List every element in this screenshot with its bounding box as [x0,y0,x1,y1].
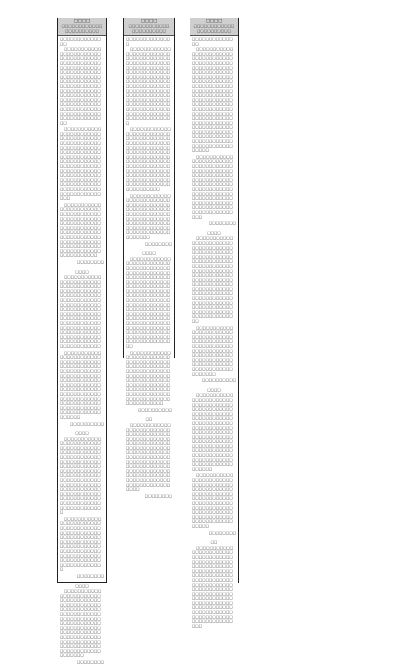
paragraph: □□□□□□□□□□□□□□□□□□□□□□□□□□□□□□□□□□□□□□□□□□□□□□□□□□□□□□□□□□□□□□□□□□□□□□□□□□□□□□□□□□□□□□□□□□□□□□□□□□□□□□□□□□□□□□□□□□□□□□□□□□□ [126,193,171,239]
section-title: □□□□ [75,583,89,588]
section-title: □□□□ [75,431,89,436]
section-title: □□□□ [207,230,221,235]
column-first-line: □□□□□□□□□□□□□□ [192,37,233,46]
signature: □□□□□□□□□□ [70,421,104,426]
notice-column-1 [57,18,107,665]
section-title: □□ [210,540,218,545]
column-header [124,18,174,36]
column-subtitle: □□□□□□□□□□ [197,28,231,33]
signature: □□□□□□□□ [144,493,172,498]
column-first-line: □□□□□□□□□□□□□□ [126,37,171,46]
paragraph: □□□□□□□□□□□□□□□□□□□□□□□□□□□□□□□□□□□□□□□□□□□□□□□□□□□□□□□□□□□□□□□□□□□□□□□□□□□□□□□□□□□□□□□□□□□□□□□□□□□□□□□□□□□□□□□□□□□□□□□□□□□□□□ [192,325,234,376]
paragraph: □□□□□□□□□□□□□□□□□□□□□□□□□□□□□□□□□□□□□□□□□□□□□□□□□□□□□□□□□□□□□□□□□□□□□□□□□□□□□□□□□□□□□□□□□□□□□□□□□□□□□□□□□□□□□□□□□□□□□□□□□□□□□□□□□□□□□□□□□□□□□□□□□□□□□□□□□□□□□□□□□□□□□□□□□□□□□□□□□□□□□□□□□□□□□□□□□□□□□□□□□□□□□□□□□□□□□□□□□□□□□□□□□□□□□□□□□□□□□□□□□□□□□□□□□□□□□□□□□□□□□□□□□□□□ [192,47,234,153]
paragraph: □□□□□□□□□□□□□□□□□□□□□□□□□□□□□□□□□□□□□□□□□□□□□□□□□□□□□□□□□□□□□□□□□□□□□□□□□□□□□□□□□□□□□□□□□□□□□□□□□□□□□□□□□□□□□□□□□□□□□□□□□□□□□□□□□□□□□□□□□□□□□□□□□□□□□□□□□□□□□□□□□□□□□□□□□□□□□□□□□□□□□□□□□□□□□□□□□□□□□□□□□□□□□□□□□□□□□□□□□□□□□□□□□□□□□□□□□□□□□□□□□□□□□□□□ [126,256,171,349]
signature: □□□□□□□□□□ [202,378,236,383]
paragraph: □□□□□□□□□□□□□□□□□□□□□□□□□□□□□□□□□□□□□□□□□□□□□□□□□□□□□□□□□□□□□□□□□□□□□□□□□□□□□□□□□□□□□□□□□□□□□□□□□□□□□□□□□□□□□□□□□□□□□□□□□□□□□□□□□□□□□□□□□□□□□□□□□□□□□□□□□□□□□□□□□□□□□□□□□□□□□□□□□□□□□□□□□□□□□□□□□□□□□□□□□□□□□□□□□□□□□□□□□ [192,236,234,324]
paragraph: □□□□□□□□□□□□□□□□□□□□□□□□□□□□□□□□□□□□□□□□□□□□□□□□□□□□□□□□□□□□□□□□□□□□□□□□□□□□□□□□□□□□□□□□□□□□□□□□□□□□□□□□□□□□□□□□□□□□□□□□□□□□□□□□□□□□□□□□□□□□□□□□□□□□□□□□□□□□□□ [192,154,234,219]
signature: □□□□□□□□□□ [138,407,172,412]
signature: □□□□□□□□ [208,530,236,535]
column-header [190,18,238,36]
notice-section [124,249,174,415]
paragraph: □□□□□□□□□□□□□□□□□□□□□□□□□□□□□□□□□□□□□□□□□□□□□□□□□□□□□□□□□□□□□□□□□□□□□□□□□□□□□□□□□□□□□□□□□□□□□□□□□□□□□□□□□□□□□□□□□□□□□□□□□□□□□□□□□□□□□□□□□□□□□□□□□□□□□□□□□□□□□□□□□□□□□□□□□□□□□□□□□□□□□□□□□□□□□□□□□□□□□□□□□□□□□□ [192,545,234,628]
paragraph: □□□□□□□□□□□□□□□□□□□□□□□□□□□□□□□□□□□□□□□□□□□□□□□□□□□□□□□□□□□□□□□□□□□□□□□□□□□□□□□□□□□□□□□□□□□□□□□□□□□□□□□□□□□□□□□□□□□□□□□□□□□□□□□□□□□□□□□□□□□□□□□□□□□□□□□□□□□□□□□□□□□□□□□□□□□□□ [60,350,102,419]
notice-section [190,229,238,386]
section-title: □□ [145,417,153,422]
signature: □□□□□□□□ [144,241,172,246]
signature: □□□□□□□□ [76,573,104,578]
notice-section [58,268,106,430]
notice-column-3 [190,18,239,628]
paragraph: □□□□□□□□□□□□□□□□□□□□□□□□□□□□□□□□□□□□□□□□□□□□□□□□□□□□□□□□□□□□□□□□□□□□□□□□□□□□□□□□□□□□□□□□□□□□□□□□□□□□□□□□□□□□□□□□□□□□□□□□□□□□□□□□□□□□□□□□□□□□□□□□□□□□□□□□□□□□□□□□□□□□□□□□□□□□□□□□□□□□□□□□□□□□□□□□ [60,436,102,515]
column-first-line: □□□□□□□□□□□□□□ [60,37,101,46]
signature: □□□□□□□□ [76,660,104,665]
signature: □□□□□□□□ [76,259,104,264]
paragraph: □□□□□□□□□□□□□□□□□□□□□□□□□□□□□□□□□□□□□□□□□□□□□□□□□□□□□□□□□□□□□□□□□□□□□□□□□□□□□□□□□□□□□□□□□□□□□□□□□□□□□□□□□□□□□□□□□□□□□□□□□□□□□□□□□□□□□□□□□□□□□□□□□□□□□□□□□□□□□□□□□□□□□□□□□□□□□□□□□□□□□□ [60,127,102,201]
section-title: □□□□ [207,387,221,392]
notice-section [190,47,238,229]
column-title: □□□□ [140,19,158,24]
paragraph: □□□□□□□□□□□□□□□□□□□□□□□□□□□□□□□□□□□□□□□□□□□□□□□□□□□□□□□□□□□□□□□□□□□□□□□□□□□□□□□□□□□□□□□□□□□□□□□□□□□□□□□□□□□□□□□□□□□□□□□□□□□□□□□□□□□□□□□□□□□□□□□□□□□□□□□□□□□□□□□□□□□□□□□□□□□□□□□□□□ [126,127,171,192]
column-title: □□□□ [73,19,91,24]
notice-section [124,47,174,249]
column-subtitle: □□□□□□□□□□ [132,28,166,33]
notice-section [58,429,106,581]
paragraph: □□□□□□□□□□□□□□□□□□□□□□□□□□□□□□□□□□□□□□□□□□□□□□□□□□□□□□□□□□□□□□□□□□□□□□□□□□□□□□□□□□□□□□□□□□□□□□□□□□□□□□□□□□□□□□□□□□□□□□□□□□□□□□□□□□□□□□□□□□□□□□ [60,202,102,258]
paragraph: □□□□□□□□□□□□□□□□□□□□□□□□□□□□□□□□□□□□□□□□□□□□□□□□□□□□□□□□□□□□□□□□□□□□□□□□□□□□□□□□□□□□□□□□□□□□□□□□□□□□□□□□□□□□□□□□□□□□□□□□□□□□□□□□□□□□□□□□□□□□□□□□□□□□□□□□□□□□□□□□□□□□□□□□□□□□□□□□□□□□□□□□□□□□□□□□□□□□□ [192,393,234,471]
paragraph: □□□□□□□□□□□□□□□□□□□□□□□□□□□□□□□□□□□□□□□□□□□□□□□□□□□□□□□□□□□□□□□□□□□□□□□□□□□□□□□□□□□□□□□□□□□□□□□□□□□□□□□□□□□□□□□□□□□□□□□□□□□□□□□□□□□□□□□□ [192,473,234,528]
paragraph: □□□□□□□□□□□□□□□□□□□□□□□□□□□□□□□□□□□□□□□□□□□□□□□□□□□□□□□□□□□□□□□□□□□□□□□□□□□□□□□□□□□□□□□□□□□□□□□□□□□□□□□□□□□□□□□□□□□□□□□□□□□□□□□□□□□□□□□□□□□□□□□□□□□□□□□□□□□□□□□□□□□□□□□□□□□□□□□□□□□□□□□□□□□□□□□□□□□□□□□□□□□□□□□□ [126,47,171,125]
paragraph: □□□□□□□□□□□□□□□□□□□□□□□□□□□□□□□□□□□□□□□□□□□□□□□□□□□□□□□□□□□□□□□□□□□□□□□□□□□□□□□□□□□□□□□□□□□□□□□□□□□□□□□□□□□□□□□□□□□□□□□□□□□□□□□□□□□□□□□□□□□□□□□□□□□□□□□□□ [126,350,171,406]
paragraph: □□□□□□□□□□□□□□□□□□□□□□□□□□□□□□□□□□□□□□□□□□□□□□□□□□□□□□□□□□□□□□□□□□□□□□□□□□□□□□□□□□□□□□□□□□□□□□□□□□□□□□□□□□□□□□□□□□□□□□□□□□□□□□□□□□□□□□□□□□□□□□□□□□□□□□□□□□□□□□□□□□□□□□□□□□□□□□ [60,589,102,658]
notice-section [124,415,174,501]
column-subtitle: □□□□□□□□□□ [65,28,99,33]
section-title: □□□□ [75,269,89,274]
notice-section [58,582,106,668]
notice-column-2 [123,18,175,498]
paragraph: □□□□□□□□□□□□□□□□□□□□□□□□□□□□□□□□□□□□□□□□□□□□□□□□□□□□□□□□□□□□□□□□□□□□□□□□□□□□□□□□□□□□□□□□□□□□□□□□□□□□□□□□□□□□□□□□□□□□□□□□□□□□□□□□□□□□□□□□□□□□□□□□□□□□□□□□□□□□□□□□□□□□□□□□□□□□□□□□□□□□□□□□□□□□□□□ [60,275,102,349]
column-header [58,18,106,36]
column-title: □□□□ [205,19,223,24]
paragraph: □□□□□□□□□□□□□□□□□□□□□□□□□□□□□□□□□□□□□□□□□□□□□□□□□□□□□□□□□□□□□□□□□□□□□□□□□□□□□□□□□□□□□□□□□□□□□□□□□□□□□□□□□□□□□□□□□□□□□□□□□□□□□□□□□□□□□□□□□□□□□□□□□□□□□□□□□□□□□□□□□□□□□□□□□□□□□□□□□□□□□□□□□□□□□□□□□ [60,47,102,125]
signature: □□□□□□□□ [208,221,236,226]
notice-section [190,538,238,630]
column-subtitle: □□□□□□□□□□□□ [128,24,170,29]
notice-section [190,386,238,538]
paragraph: □□□□□□□□□□□□□□□□□□□□□□□□□□□□□□□□□□□□□□□□□□□□□□□□□□□□□□□□□□□□□□□□□□□□□□□□□□□□□□□□□□□□□□□□□□□□□□□□□□□□□□□□□□□□□□□□□□□□□□□□□□□□□□□□□□□□ [60,516,102,572]
column-subtitle: □□□□□□□□□□□□ [61,24,103,29]
paragraph: □□□□□□□□□□□□□□□□□□□□□□□□□□□□□□□□□□□□□□□□□□□□□□□□□□□□□□□□□□□□□□□□□□□□□□□□□□□□□□□□□□□□□□□□□□□□□□□□□□□□□□□□□□□□□□□□□□□□□□□□□□□□□□□□□□□□□□□□□□□□□□□□□□□□□□□□□□□□□□□□□□□□□□□□□□□□□□□□□□□□□□□□□ [126,422,171,492]
section-title: □□□□ [142,251,156,256]
column-subtitle: □□□□□□□□□□□□ [193,24,235,29]
notice-section [58,47,106,267]
